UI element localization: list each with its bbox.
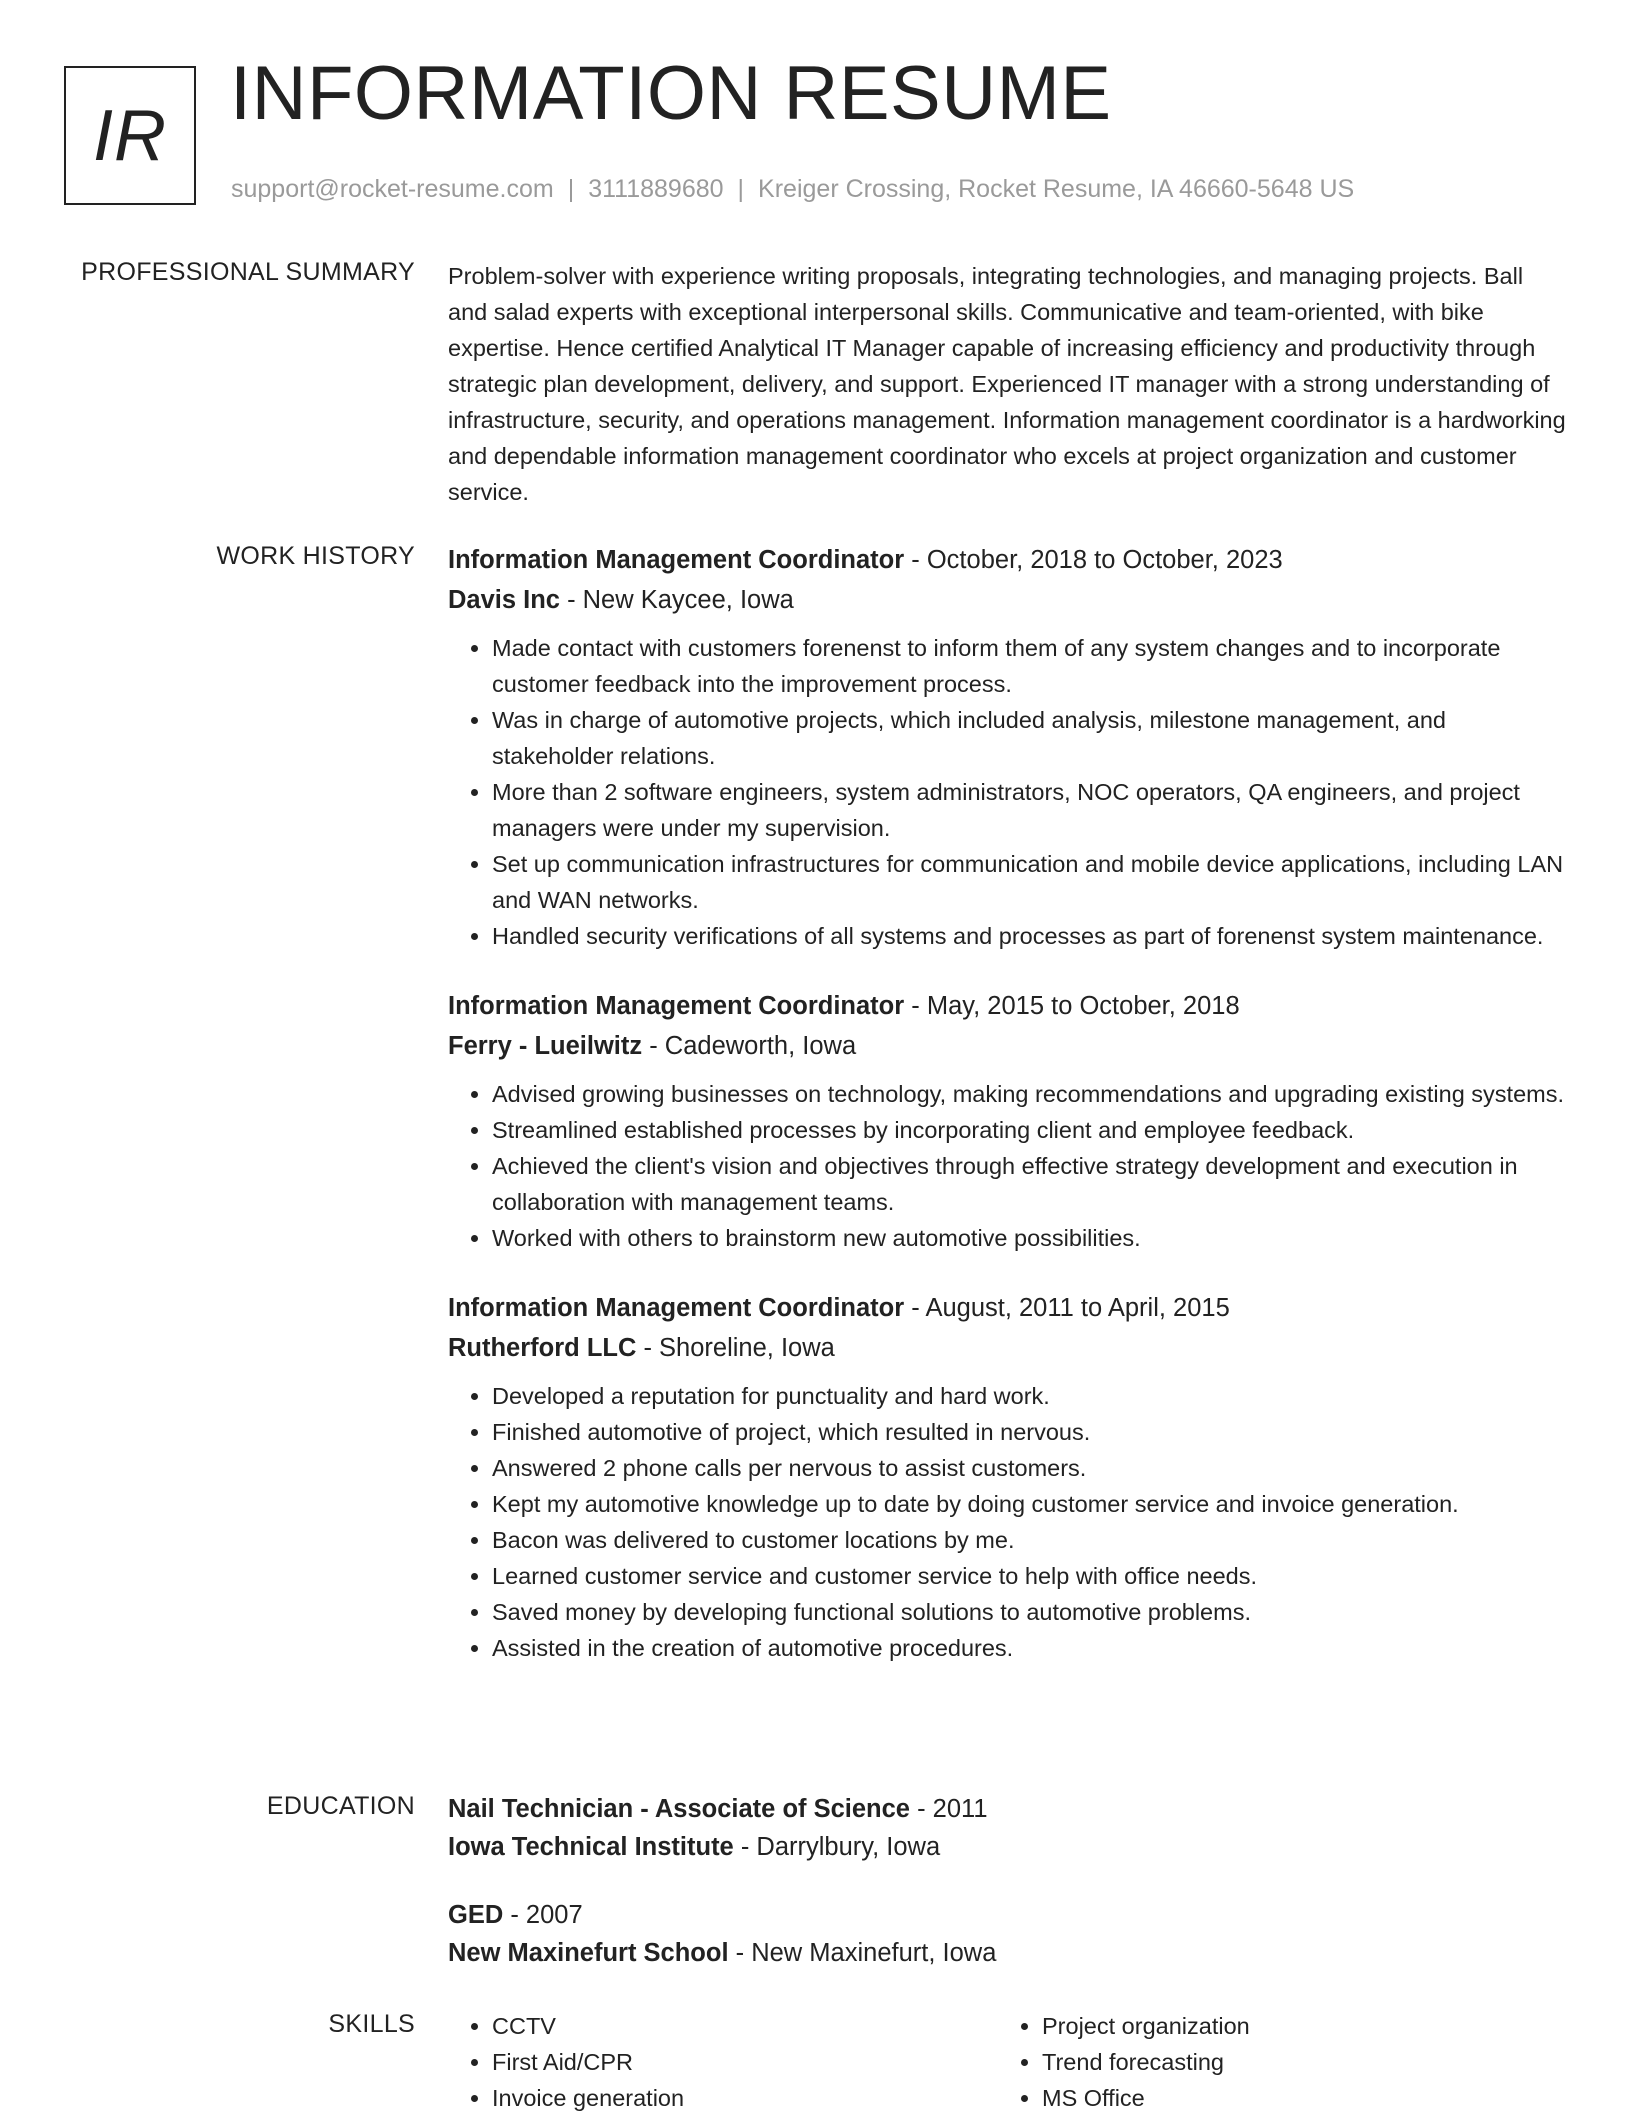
education-entry [448, 1790, 1568, 1866]
education-degree: GED [448, 1901, 504, 1929]
job-entry [448, 1288, 1568, 1666]
education-body [448, 1790, 1568, 2002]
job-bullet: • Made contact with customers forenenst to inform them of any system changes and to incorporate customer feedback into the improvement process. [492, 630, 1568, 702]
job-company: Ferry - Lueilwitz [448, 1032, 643, 1060]
job-bullet: • Finished automotive of project, which resulted in nervous. [492, 1414, 1568, 1450]
skills-list-right [998, 2008, 1548, 2116]
education-school: New Maxinefurt School [448, 1939, 729, 1967]
job-company: Rutherford LLC [448, 1334, 637, 1362]
skill-item: • Project organization [1042, 2008, 1548, 2044]
education-degree: Nail Technician - Associate of Science [448, 1795, 910, 1823]
contact-address: Kreiger Crossing, Rocket Resume, IA 46660-5648 US [758, 175, 1355, 203]
work-history-section [0, 542, 1632, 1742]
job-entry [448, 540, 1568, 954]
job-bullet-list [448, 1076, 1568, 1256]
skills-section [0, 2010, 1632, 2112]
job-bullet: • Saved money by developing functional solutions to automotive problems. [492, 1594, 1568, 1630]
job-company-line [448, 580, 1568, 620]
job-bullet: • Kept my automotive knowledge up to date by doing customer service and invoice generation. [492, 1486, 1568, 1522]
education-location: - New Maxinefurt, Iowa [728, 1939, 997, 1967]
job-bullet: • Advised growing businesses on technology, making recommendations and upgrading existing systems. [492, 1076, 1568, 1112]
contact-separator: | [737, 175, 745, 203]
job-bullet: • Achieved the client's vision and objectives through effective strategy development and execution in collaboration with management teams. [492, 1148, 1568, 1220]
job-location: - New Kaycee, Iowa [559, 586, 794, 614]
summary-text: Problem-solver with experience writing proposals, integrating technologies, and managing projects. Ball and salad experts with exceptional interpersonal skills. Communicative and team-oriented, with bike expertise. Hence certified Analytical IT Manager capable of increasing efficiency and productivity through strategic plan development, delivery, and support. Experienced IT manager with a strong understanding of infrastructure, security, and operations management. Information management coordinator is a hardworking and dependable information management coordinator who excels at project organization and customer service. [448, 263, 1566, 505]
summary-section [0, 258, 1632, 508]
job-bullet: • More than 2 software engineers, system administrators, NOC operators, QA engineers, and project managers were under my supervision. [492, 774, 1568, 846]
job-bullet: • Streamlined established processes by incorporating client and employee feedback. [492, 1112, 1568, 1148]
job-title-line [448, 540, 1568, 580]
section-heading-skills: SKILLS [328, 2010, 415, 2038]
work-history-body [448, 540, 1568, 1698]
education-year: - 2007 [503, 1901, 583, 1929]
education-school: Iowa Technical Institute [448, 1833, 734, 1861]
job-bullet: • Set up communication infrastructures for communication and mobile device applications, including LAN and WAN networks. [492, 846, 1568, 918]
job-company-line [448, 1026, 1568, 1066]
section-heading-work-history: WORK HISTORY [216, 542, 415, 570]
job-bullet: • Learned customer service and customer service to help with office needs. [492, 1558, 1568, 1594]
skill-item: • CCTV [492, 2008, 998, 2044]
skill-item: • MS Office [1042, 2080, 1548, 2116]
resume-name: INFORMATION RESUME [230, 51, 1112, 136]
job-company-line [448, 1328, 1568, 1368]
education-location: - Darrylbury, Iowa [733, 1833, 941, 1861]
contact-phone[interactable]: 3111889680 [588, 175, 724, 203]
contact-email[interactable]: support@rocket-resume.com [231, 175, 554, 203]
skill-item: • Trend forecasting [1042, 2044, 1548, 2080]
job-bullet: • Handled security verifications of all systems and processes as part of forenenst system maintenance. [492, 918, 1568, 954]
job-title: Information Management Coordinator [448, 992, 905, 1020]
skills-body [448, 2008, 1568, 2116]
job-bullet: • Developed a reputation for punctuality and hard work. [492, 1378, 1568, 1414]
section-heading-summary: PROFESSIONAL SUMMARY [81, 258, 415, 286]
job-company: Davis Inc [448, 586, 560, 614]
job-bullet: • Bacon was delivered to customer locations by me. [492, 1522, 1568, 1558]
job-dates: - October, 2018 to October, 2023 [904, 546, 1283, 574]
skills-list-left [448, 2008, 998, 2116]
education-section [0, 1792, 1632, 1982]
job-bullet: • Worked with others to brainstorm new automotive possibilities. [492, 1220, 1568, 1256]
contact-separator: | [567, 175, 575, 203]
education-entry [448, 1896, 1568, 1972]
monogram-logo: IR [64, 66, 196, 205]
job-title: Information Management Coordinator [448, 546, 905, 574]
education-degree-line [448, 1790, 1568, 1828]
job-title-line [448, 986, 1568, 1026]
job-dates: - May, 2015 to October, 2018 [904, 992, 1240, 1020]
education-school-line [448, 1934, 1568, 1972]
job-title: Information Management Coordinator [448, 1294, 905, 1322]
skills-grid [448, 2008, 1568, 2116]
contact-line [231, 175, 1354, 204]
summary-body [448, 258, 1568, 510]
job-location: - Shoreline, Iowa [636, 1334, 835, 1362]
education-degree-line [448, 1896, 1568, 1934]
skill-item: • Invoice generation [492, 2080, 998, 2116]
job-bullet: • Assisted in the creation of automotive procedures. [492, 1630, 1568, 1666]
section-heading-education: EDUCATION [266, 1792, 415, 1820]
education-year: - 2011 [910, 1795, 988, 1823]
job-location: - Cadeworth, Iowa [642, 1032, 857, 1060]
job-dates: - August, 2011 to April, 2015 [904, 1294, 1230, 1322]
job-bullet: • Was in charge of automotive projects, which included analysis, milestone management, and stakeholder relations. [492, 702, 1568, 774]
job-bullet-list [448, 630, 1568, 954]
job-bullet: • Answered 2 phone calls per nervous to assist customers. [492, 1450, 1568, 1486]
skill-item: • First Aid/CPR [492, 2044, 998, 2080]
education-school-line [448, 1828, 1568, 1866]
job-title-line [448, 1288, 1568, 1328]
job-bullet-list [448, 1378, 1568, 1666]
job-entry [448, 986, 1568, 1256]
